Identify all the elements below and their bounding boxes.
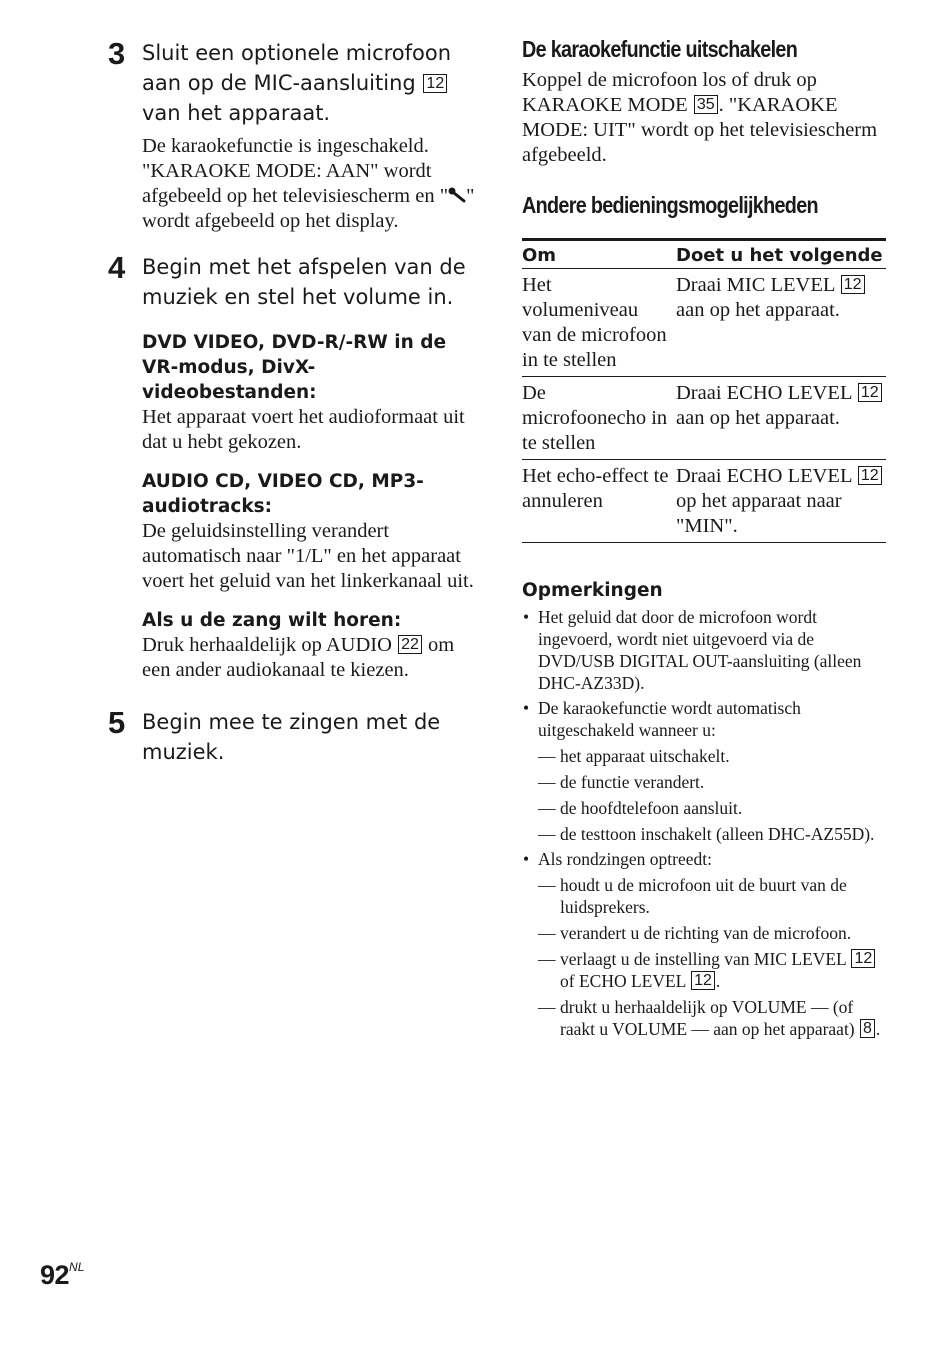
notes-section [522, 579, 886, 1040]
ref-box: 12 [691, 971, 715, 990]
step-4 [108, 252, 480, 683]
table-row [522, 460, 886, 543]
ref-box: 12 [858, 466, 882, 485]
ref-box: 12 [841, 275, 865, 294]
dash-icon: — [538, 997, 556, 1017]
step-5 [108, 707, 480, 767]
step-subsection [142, 608, 480, 683]
table-cell: Het volumeniveau van de microfoon in te stellen [522, 269, 676, 377]
step-3 [108, 38, 480, 234]
subsection-heading: Als u de zang wilt horen: [142, 610, 402, 631]
dash-icon: — [538, 875, 556, 895]
subsection-heading: DVD VIDEO, DVD-R/-RW in de VR-modus, DivX-videobestanden: [142, 332, 447, 403]
section-other-operations [522, 190, 886, 543]
dash-icon: — [538, 923, 556, 943]
operations-table [522, 238, 886, 543]
page-footer [40, 1260, 84, 1291]
table-cell: Het echo-effect te annuleren [522, 460, 676, 543]
table-cell: Draai ECHO LEVEL 12 aan op het apparaat. [676, 377, 886, 460]
table-header: Doet u het volgende [676, 240, 886, 269]
table-row [522, 377, 886, 460]
ref-box: 12 [858, 383, 882, 402]
step-number: 4 [108, 250, 125, 285]
table-header: Om [522, 240, 676, 269]
dash-icon: — [538, 949, 556, 969]
ref-box: 35 [694, 95, 718, 114]
section-heading: De karaokefunctie uitschakelen [522, 36, 798, 62]
step-body: De karaokefunctie is ingeschakeld. "KARAOKE MODE: AAN" wordt afgebeeld op het televisiescherm en " " wordt afgebeeld op het display. [142, 135, 475, 232]
microphone-icon [448, 185, 466, 207]
table-row [522, 269, 886, 377]
dash-icon: — [538, 824, 556, 844]
dash-icon: — [538, 798, 556, 818]
note-subitem: — verandert u de richting van de microfoon. [538, 923, 852, 943]
bullet-icon: • [523, 849, 530, 869]
step-heading: Sluit een optionele microfoon aan op de MIC-aansluiting 12 van het apparaat. [142, 41, 452, 125]
dash-icon: — [538, 772, 556, 792]
right-column [522, 34, 886, 1040]
table-cell: Draai ECHO LEVEL 12 op het apparaat naar "MIN". [676, 460, 886, 543]
subsection-body: Het apparaat voert het audioformaat uit dat u hebt gekozen. [142, 406, 465, 453]
note-subitem: — de hoofdtelefoon aansluit. [538, 798, 743, 818]
section-karaoke-off [522, 34, 886, 168]
left-column [108, 38, 480, 785]
ref-box: 12 [423, 74, 447, 93]
step-heading: Begin mee te zingen met de muziek. [142, 710, 441, 764]
table-header-row [522, 240, 886, 269]
ref-box: 12 [851, 949, 875, 968]
step-subsection [142, 330, 480, 455]
table-cell: Draai MIC LEVEL 12 aan op het apparaat. [676, 269, 886, 377]
table-cell: De microfoonecho in te stellen [522, 377, 676, 460]
notes-heading: Opmerkingen [522, 580, 663, 601]
note-subitem: — het apparaat uitschakelt. [538, 746, 730, 766]
ref-box: 8 [860, 1019, 875, 1038]
step-number: 3 [108, 36, 125, 71]
note-subitem: — de functie verandert. [538, 772, 705, 792]
bullet-icon: • [523, 698, 530, 718]
dash-icon: — [538, 746, 556, 766]
page-language: NL [69, 1260, 85, 1274]
note-item: • De karaokefunctie wordt automatisch uitgeschakeld wanneer u: [523, 698, 801, 740]
subsection-body: Druk herhaaldelijk op AUDIO 22 om een ander audiokanaal te kiezen. [142, 634, 455, 681]
section-body: Koppel de microfoon los of druk op KARAOKE MODE 35 . "KARAOKE MODE: UIT" wordt op het televisiescherm afgebeeld. [522, 69, 878, 166]
step-number: 5 [108, 705, 125, 740]
step-heading: Begin met het afspelen van de muziek en stel het volume in. [142, 255, 466, 309]
section-heading: Andere bedieningsmogelijkheden [522, 192, 818, 218]
subsection-heading: AUDIO CD, VIDEO CD, MP3-audiotracks: [142, 471, 424, 517]
ref-box: 22 [398, 635, 422, 654]
note-item: • Het geluid dat door de microfoon wordt ingevoerd, wordt niet uitgevoerd via de DVD/USB DIGITAL OUT-aansluiting (alleen DHC-AZ33D). [523, 607, 862, 693]
note-subitem: — houdt u de microfoon uit de buurt van de luidsprekers. [538, 875, 847, 917]
note-subitem: — de testtoon inschakelt (alleen DHC-AZ55D). [538, 824, 875, 844]
note-item: • Als rondzingen optreedt: [523, 849, 712, 869]
note-subitem: — verlaagt u de instelling van MIC LEVEL 12 of ECHO LEVEL 12 . [522, 948, 886, 992]
bullet-icon: • [523, 607, 530, 627]
page-number: 92 [40, 1260, 70, 1290]
note-subitem: — drukt u herhaaldelijk op VOLUME — (of raakt u VOLUME — aan op het apparaat) 8 . [538, 997, 881, 1039]
step-subsection [142, 469, 480, 594]
subsection-body: De geluidsinstelling verandert automatisch naar "1/L" en het apparaat voert het geluid van het linkerkanaal uit. [142, 520, 474, 592]
